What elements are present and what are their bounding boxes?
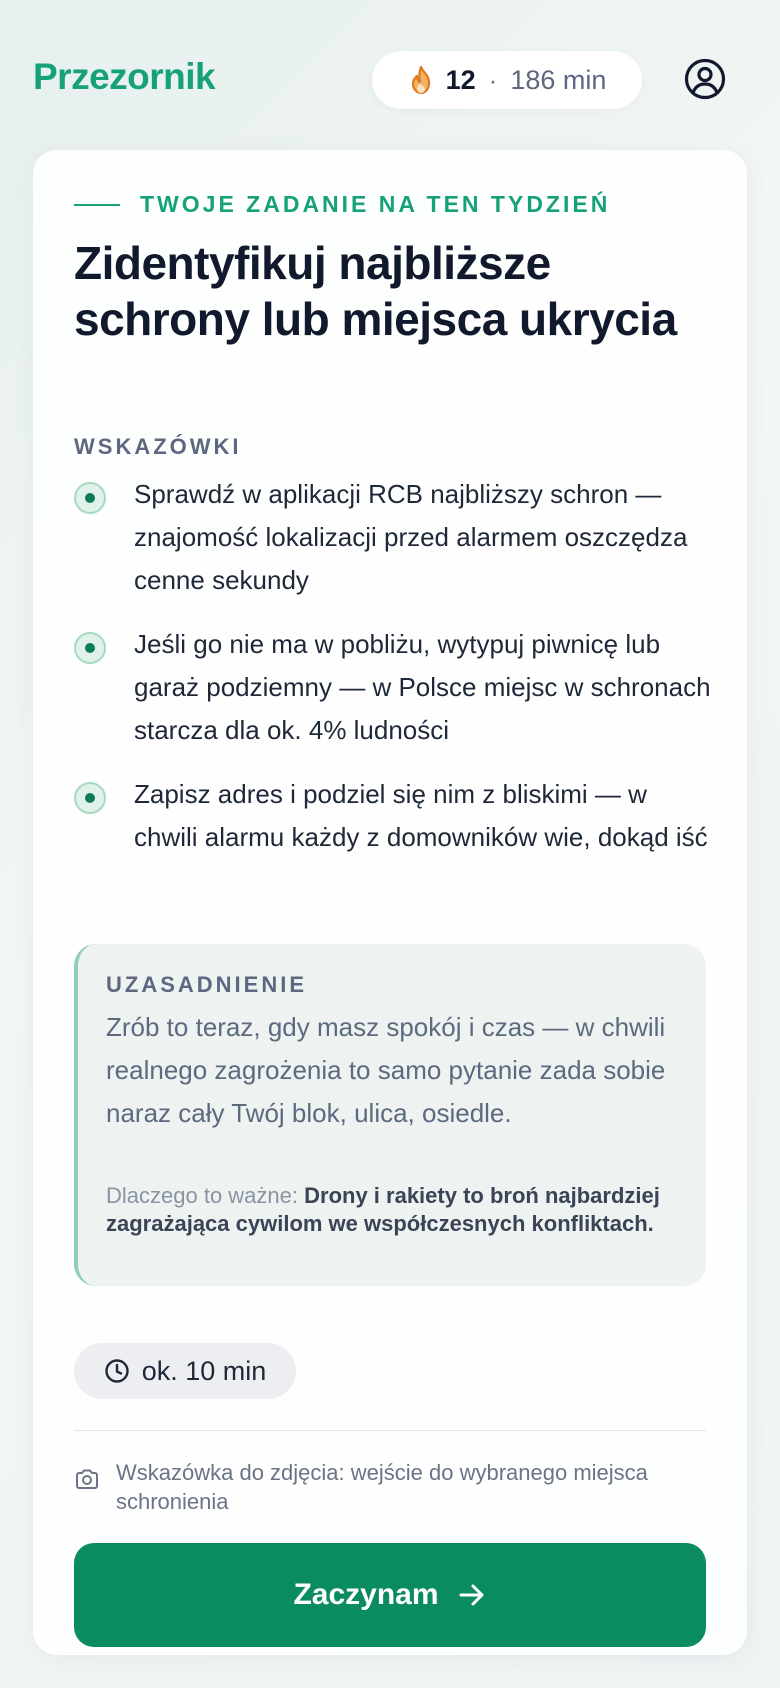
tip-text: Jeśli go nie ma w pobliżu, wytypuj piwnicę lub garaż podziemny — w Polsce miejsc w schronach starcza dla ok. 4% ludności <box>134 629 711 745</box>
photo-hint-text: Wskazówka do zdjęcia: wejście do wybranego miejsca schronienia <box>116 1460 648 1514</box>
streak-separator: · <box>488 64 498 95</box>
tip-item <box>74 623 714 752</box>
reason-label: UZASADNIENIE <box>106 972 308 997</box>
photo-hint <box>74 1458 706 1516</box>
arrow-right-icon <box>457 1580 487 1610</box>
bullet-dot-icon <box>74 632 106 664</box>
app-logo[interactable]: Przezornik <box>33 56 216 97</box>
why-important <box>106 1182 666 1238</box>
camera-icon <box>74 1466 100 1492</box>
tip-item <box>74 773 714 859</box>
why-prefix: Dlaczego to ważne: <box>106 1183 298 1208</box>
eyebrow-line <box>74 204 120 206</box>
tips-label: WSKAZÓWKI <box>74 434 242 459</box>
bullet-dot-icon <box>74 782 106 814</box>
reason-body: Zrób to teraz, gdy masz spokój i czas — w chwili realnego zagrożenia to samo pytanie zada sobie naraz cały Twój blok, ulica, osiedle. <box>106 1012 666 1128</box>
user-circle-icon[interactable] <box>683 57 727 101</box>
duration-badge <box>74 1343 296 1399</box>
tip-item <box>74 473 714 602</box>
tip-text: Zapisz adres i podziel się nim z bliskimi — w chwili alarmu każdy z domowników wie, dokąd iść <box>134 779 708 852</box>
bullet-dot-icon <box>74 482 106 514</box>
start-button[interactable] <box>74 1543 706 1647</box>
task-card <box>33 150 747 1655</box>
duration-text: ok. 10 min <box>141 1355 267 1386</box>
app-header <box>0 0 780 150</box>
task-eyebrow <box>74 191 610 218</box>
divider <box>74 1430 706 1431</box>
tips-list <box>74 473 714 880</box>
start-button-label: Zaczynam <box>293 1578 439 1611</box>
why-text: Drony i rakiety to broń najbardziej zagrażająca cywilom we współczesnych konfliktach. <box>106 1183 660 1236</box>
streak-count: 12 <box>445 64 476 95</box>
flame-icon <box>408 65 434 95</box>
streak-minutes: 186 min <box>510 64 607 95</box>
task-title: Zidentyfikuj najbliższe schrony lub miejsca ukrycia <box>74 237 677 345</box>
eyebrow-text: TWOJE ZADANIE NA TEN TYDZIEŃ <box>140 191 611 217</box>
clock-icon <box>104 1358 130 1384</box>
tip-text: Sprawdź w aplikacji RCB najbliższy schron — znajomość lokalizacji przed alarmem oszczędza cenne sekundy <box>134 479 688 595</box>
streak-badge[interactable] <box>372 51 642 109</box>
reason-box <box>74 944 706 1286</box>
